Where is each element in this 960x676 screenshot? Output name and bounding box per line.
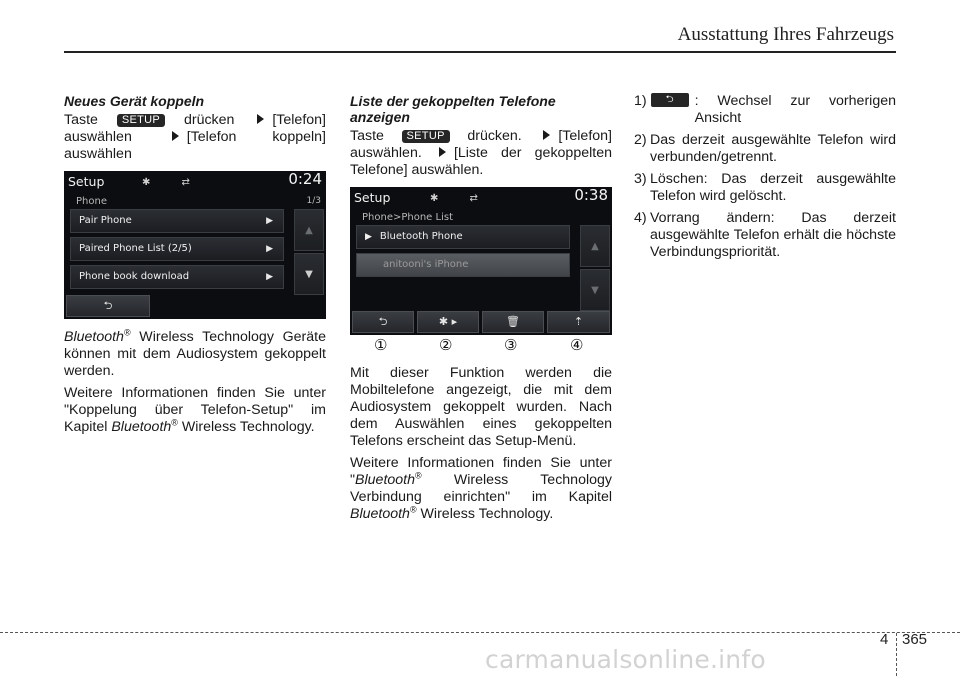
screen-subtitle: Phone <box>76 196 107 207</box>
arrow-right-icon <box>439 147 446 157</box>
column-button-legend <box>634 93 896 266</box>
screen-clock: 0:24 <box>288 171 322 188</box>
screen-back-button[interactable] <box>352 311 414 333</box>
legend-item-1: 1) ⮌ : Wechsel zur vorherigen Ansicht <box>634 93 896 126</box>
list-item-anitooni-iphone[interactable]: anitooni's iPhone <box>356 253 570 277</box>
screen-subtitle: Phone>Phone List <box>362 212 453 223</box>
arrow-right-icon <box>257 114 264 124</box>
setup-key-badge: SETUP <box>117 114 165 127</box>
move-top-icon: ⇡ <box>573 315 584 328</box>
paragraph-list-steps: Taste SETUP drücken. [Telefon] auswählen. [Liste der gekoppelten Telefone] auswählen. <box>350 128 612 178</box>
trash-icon: 🗑 <box>506 315 520 328</box>
screen-back-button[interactable] <box>66 295 150 317</box>
bluetooth-usb-icons: ✱ ⇄ <box>142 177 204 188</box>
delete-button[interactable] <box>482 311 544 333</box>
setup-key-badge: SETUP <box>402 130 450 143</box>
arrow-down-icon: ▼ <box>591 285 599 296</box>
watermark: carmanualsonline.info <box>485 645 766 674</box>
scroll-down-button[interactable] <box>294 253 324 295</box>
menu-item-phone-book-download[interactable]: Phone book download ▶ <box>70 265 284 289</box>
callout-marker-3: ③ <box>504 337 518 354</box>
arrow-right-icon <box>543 130 550 140</box>
scroll-up-button[interactable] <box>580 225 610 267</box>
arrow-down-icon: ▼ <box>305 269 313 280</box>
header-rule <box>64 51 896 53</box>
column-paired-list <box>350 93 612 528</box>
screen-clock: 0:38 <box>574 187 608 204</box>
column-pair-device <box>64 93 326 441</box>
list-item-bluetooth-phone[interactable]: ▶ Bluetooth Phone <box>356 225 570 249</box>
callout-marker-1: ① <box>374 337 388 354</box>
running-header-title: Ausstattung Ihres Fahrzeugs <box>677 24 894 45</box>
legend-item-3: 3) Löschen: Das derzeit ausgewählte Telefon wird gelöscht. <box>634 171 896 204</box>
footer-rule <box>0 632 960 633</box>
callout-marker-4: ④ <box>570 337 584 354</box>
screen-page-indicator: 1/3 <box>306 196 321 206</box>
page-number: 365 <box>902 631 928 648</box>
scroll-down-button[interactable] <box>580 269 610 311</box>
screen-title: Setup <box>354 190 391 205</box>
back-icon: ⮌ <box>651 93 689 107</box>
menu-item-paired-phone-list[interactable]: Paired Phone List (2/5) ▶ <box>70 237 284 261</box>
arrow-right-icon <box>172 131 179 141</box>
paragraph-bluetooth-pair: Bluetooth® Wireless Technology Geräte können mit dem Audiosystem gekoppelt werden. <box>64 327 326 379</box>
chevron-right-icon: ▶ <box>266 244 273 254</box>
chapter-number: 4 <box>880 631 889 648</box>
callout-markers <box>350 337 612 355</box>
legend-item-2: 2) Das derzeit ausgewählte Telefon wird verbunden/getrennt. <box>634 132 896 165</box>
paragraph-more-info-list: Weitere Informationen finden Sie unter "Bluetooth® Wireless Technology Verbindung einrichten" im Kapitel Bluetooth® Wireless Technology. <box>350 455 612 522</box>
arrow-up-icon: ▲ <box>305 225 313 236</box>
chevron-right-icon: ▶ <box>266 216 273 226</box>
legend-item-4: 4) Vorrang ändern: Das derzeit ausgewählte Telefon erhält die höchste Verbindungspriorität. <box>634 210 896 260</box>
footer-divider <box>896 633 897 676</box>
paragraph-more-info-pair: Weitere Informationen finden Sie unter "Koppelung über Telefon-Setup" im Kapitel Bluetooth® Wireless Technology. <box>64 385 326 435</box>
screenshot-phone-list <box>350 187 612 335</box>
section-heading-list: Liste der gekoppelten Telefone anzeigen <box>350 93 556 125</box>
back-icon: ⮌ <box>378 315 388 328</box>
section-heading-pair: Neues Gerät koppeln <box>64 93 205 109</box>
connect-disconnect-button[interactable] <box>417 311 479 333</box>
chevron-right-icon: ▶ <box>266 272 273 282</box>
paragraph-pair-steps: Taste SETUP drücken [Telefon] auswählen [Telefon koppeln] auswählen <box>64 112 326 162</box>
arrow-up-icon: ▲ <box>591 241 599 252</box>
screenshot-phone-setup <box>64 171 326 319</box>
callout-marker-2: ② <box>439 337 453 354</box>
paragraph-list-function: Mit dieser Funktion werden die Mobiltelefone angezeigt, die mit dem Audiosystem gekoppelt wurden. Nach dem Auswählen eines gekoppelten Telefons erscheint das Setup-Menü. <box>350 365 612 449</box>
screen-title: Setup <box>68 174 105 189</box>
bluetooth-connect-icon: ✱ ▸ <box>438 315 458 328</box>
menu-item-pair-phone[interactable]: Pair Phone ▶ <box>70 209 284 233</box>
priority-button[interactable] <box>547 311 610 333</box>
play-marker-icon: ▶ <box>365 232 372 242</box>
scroll-up-button[interactable] <box>294 209 324 251</box>
back-icon: ⮌ <box>103 299 113 312</box>
bluetooth-usb-icons: ✱ ⇄ <box>430 193 492 204</box>
